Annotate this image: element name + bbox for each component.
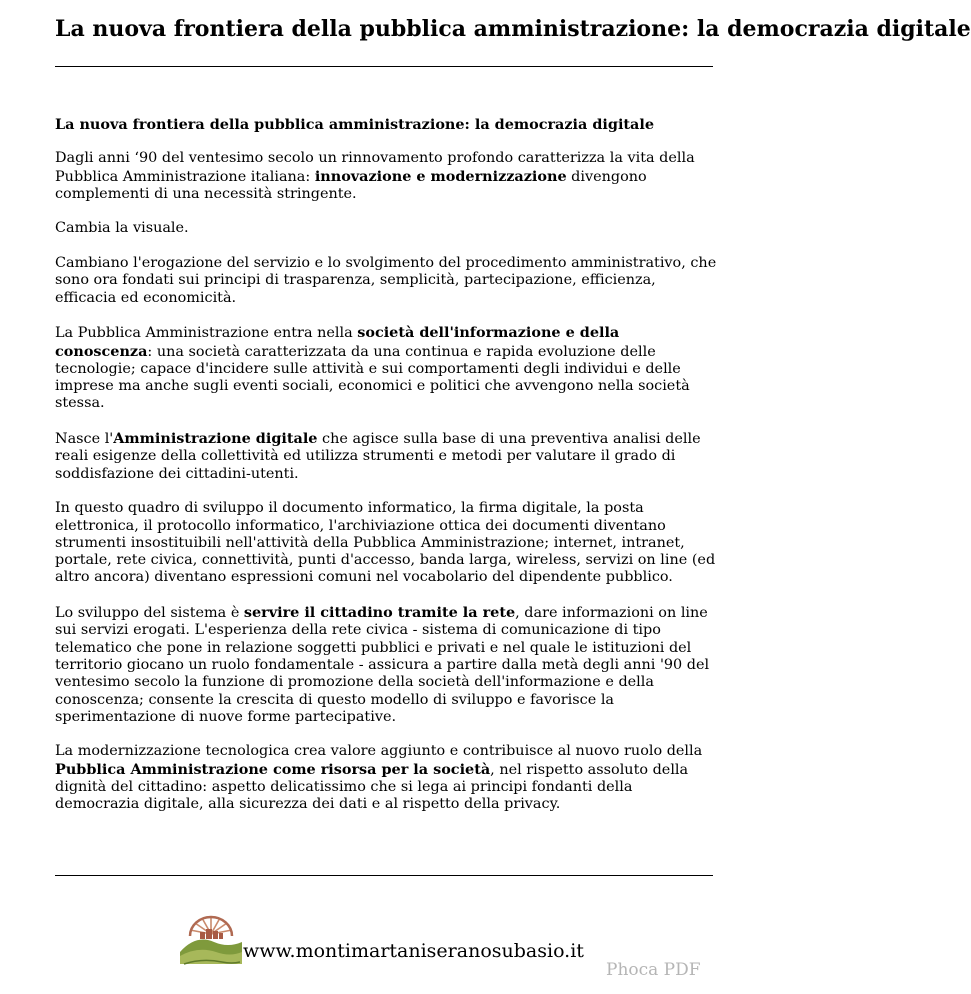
bold-phrase: Pubblica Amministrazione come risorsa per la società [55, 760, 491, 778]
article-paragraph [55, 604, 717, 726]
footer-divider [55, 875, 713, 876]
paragraph-text: Lo sviluppo del sistema è [55, 605, 244, 622]
phoca-pdf-watermark: Phoca PDF [606, 960, 701, 980]
article-paragraphs [55, 150, 717, 813]
page-header-title: La nuova frontiera della pubblica amministrazione: la democrazia digitale [55, 16, 971, 42]
article-paragraph [55, 500, 717, 586]
paragraph-text: : una società caratterizzata da una continua e rapida evoluzione delle tecnologie; capace d'incidere sulle attività e sui comportamenti degli individui e delle imprese ma anche sugli eventi sociali, economici e politici che avvengono nella società stessa. [55, 343, 690, 412]
paragraph-text: In questo quadro di sviluppo il documento informatico, la firma digitale, la posta elettronica, il protocollo informatico, l'archiviazione ottica dei documenti diventano strumenti insostituibili nell'attività della Pubblica Amministrazione; internet, intranet, portale, rete civica, connettività, punti d'accesso, banda larga, wireless, servizi on line (ed altro ancora) diventano espressioni comuni nel vocabolario del dipendente pubblico. [55, 500, 716, 586]
article-title: La nuova frontiera della pubblica amministrazione: la democrazia digitale [55, 116, 655, 133]
paragraph-text: La Pubblica Amministrazione entra nella [55, 325, 358, 342]
article-paragraph [55, 324, 717, 412]
paragraph-text: Cambiano l'erogazione del servizio e lo svolgimento del procedimento amministrativo, che sono ora fondati sui principi di trasparenza, semplicità, partecipazione, efficienza, efficacia ed economicità. [55, 255, 717, 306]
article-paragraph [55, 150, 717, 203]
paragraph-text: La modernizzazione tecnologica crea valore aggiunto e contribuisce al nuovo ruolo della [55, 743, 703, 760]
paragraph-text: Nasce l' [55, 431, 114, 448]
paragraph-text: che agisce sulla base di una preventiva analisi delle reali esigenze della collettività ed utilizza strumenti e metodi per valutare il grado di soddisfazione dei cittadini-utenti. [55, 431, 701, 482]
paragraph-text: Dagli anni ‘90 del ventesimo secolo un rinnovamento profondo caratterizza la vita della Pubblica Amministrazione italiana: [55, 150, 695, 185]
article-paragraph [55, 430, 717, 483]
paragraph-text: , nel rispetto assoluto della dignità del cittadino: aspetto delicatissimo che si lega ai principi fondanti della democrazia digitale, alla sicurezza dei dati e al rispetto della privacy. [55, 761, 689, 813]
hillside-village-logo-icon [178, 912, 244, 972]
bold-phrase: servire il cittadino tramite la rete [243, 604, 516, 622]
bold-phrase: innovazione e modernizzazione [314, 167, 567, 185]
footer-website-url[interactable]: www.montimartaniseranosubasio.it [243, 940, 584, 962]
bold-phrase: società dell'informazione e della conoscenza [55, 324, 620, 360]
paragraph-text: Cambia la visuale. [55, 220, 189, 237]
article-paragraph [55, 220, 717, 237]
article-paragraph [55, 255, 717, 307]
article-body [55, 116, 717, 831]
header-divider [55, 66, 713, 67]
article-paragraph [55, 743, 717, 813]
paragraph-text: , dare informazioni on line sui servizi erogati. L'esperienza della rete civica - sistema di comunicazione di tipo telematico che pone in relazione soggetti pubblici e privati e nel quale le istituzioni del territorio giocano un ruolo fondamentale - assicura a partire dalla metà degli anni '90 del ventesimo secolo la funzione di promozione della società dell'informazione e della conoscenza; consente la crescita di questo modello di sviluppo e favorisce la sperimentazione di nuove forme partecipative. [55, 605, 710, 725]
bold-phrase: Amministrazione digitale [113, 430, 318, 448]
paragraph-text: divengono complementi di una necessità stringente. [55, 168, 647, 202]
